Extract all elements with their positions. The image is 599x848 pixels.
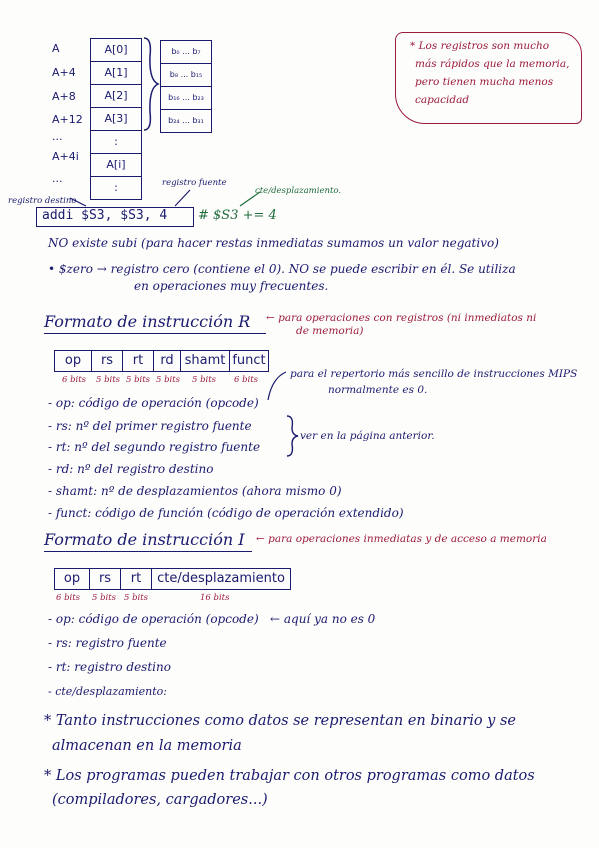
title-underline xyxy=(44,551,252,552)
bits-label: 5 bits xyxy=(192,375,217,385)
address-label: A xyxy=(52,42,60,55)
brace-note: ver en la página anterior. xyxy=(300,430,435,442)
field-funct: funct xyxy=(232,353,266,368)
field-rd: rd xyxy=(154,351,181,371)
memory-cell: A[0] xyxy=(91,39,141,62)
address-label: ... xyxy=(52,172,63,185)
memory-cell: : xyxy=(114,181,118,194)
field-rt: rt xyxy=(123,351,154,371)
formato-r-side-note: normalmente es 0. xyxy=(328,384,428,396)
formato-r-fields xyxy=(54,350,269,372)
footer-line: * Tanto instrucciones como datos se representan en binario y se xyxy=(44,713,517,729)
list-item: - cte/desplazamiento: xyxy=(48,685,167,698)
list-item: - rt: registro destino xyxy=(48,660,171,674)
bits-label: 6 bits xyxy=(62,375,87,385)
label-cte-desplazamiento: cte/desplazamiento. xyxy=(255,186,342,196)
formato-r-note: ← para operaciones con registros (ni inmediatos ni xyxy=(266,312,537,324)
address-label: A+8 xyxy=(52,90,76,103)
label-registro-destino: registro destino xyxy=(8,196,77,206)
bits-label: 6 bits xyxy=(56,593,81,603)
field-shamt: shamt xyxy=(181,351,230,371)
list-item: - op: código de operación (opcode) xyxy=(48,396,259,410)
addi-instruction: addi $S3, $S3, 4 xyxy=(42,208,168,223)
list-item: - rs: registro fuente xyxy=(48,636,167,650)
list-item: - shamt: nº de desplazamientos (ahora mismo 0) xyxy=(48,484,342,498)
field-op: op xyxy=(55,351,92,371)
memory-table xyxy=(90,38,142,200)
bits-label: 5 bits xyxy=(124,593,149,603)
memory-cell: : xyxy=(91,131,141,154)
footer-line: * Los programas pueden trabajar con otros programas como datos xyxy=(44,768,535,784)
field-cte-desplazamiento: cte/desplazamiento xyxy=(157,571,285,586)
list-item: - rd: nº del registro destino xyxy=(48,462,214,476)
address-label: ... xyxy=(52,130,63,143)
field-rs: rs xyxy=(92,351,123,371)
field-rs: rs xyxy=(90,569,121,589)
memory-cell: A[i] xyxy=(91,154,141,177)
bits-cell: b₈ ... b₁₅ xyxy=(161,64,211,87)
bits-label: 5 bits xyxy=(92,593,117,603)
arrow-icon xyxy=(262,368,292,408)
list-item: - funct: código de función (código de operación extendido) xyxy=(48,506,404,520)
address-label: A+4 xyxy=(52,66,76,79)
zero-line: en operaciones muy frecuentes. xyxy=(134,279,329,293)
brace-icon xyxy=(140,36,162,132)
formato-i-fields xyxy=(54,568,291,590)
list-item: - rs: nº del primer registro fuente xyxy=(48,419,252,433)
list-item: - op: código de operación (opcode) xyxy=(48,612,259,626)
memory-cell: A[2] xyxy=(91,85,141,108)
bits-label: 5 bits xyxy=(96,375,121,385)
bits-cell: b₀ ... b₇ xyxy=(161,41,211,64)
formato-i-note: ← para operaciones inmediatas y de acceso a memoria xyxy=(256,533,547,545)
op-note: ← aquí ya no es 0 xyxy=(270,612,376,626)
formato-r-side-note: para el repertorio más sencillo de instrucciones MIPS xyxy=(290,368,578,380)
list-item: - rt: nº del segundo registro fuente xyxy=(48,440,261,454)
title-underline xyxy=(44,333,266,334)
note-line: * Los registros son mucho xyxy=(410,40,550,52)
note-line: más rápidos que la memoria, xyxy=(415,58,570,70)
memory-cell: A[1] xyxy=(91,62,141,85)
bits-label: 5 bits xyxy=(156,375,181,385)
address-label: A+4i xyxy=(52,150,79,163)
bits-cell: b₂₄ ... b₃₁ xyxy=(168,116,204,125)
zero-line: • $zero → registro cero (contiene el 0). NO se puede escribir en él. Se utiliza xyxy=(48,262,516,276)
label-registro-fuente: registro fuente xyxy=(162,178,227,188)
brace-icon xyxy=(284,414,300,458)
footer-line: (compiladores, cargadores...) xyxy=(52,792,268,808)
bits-label: 16 bits xyxy=(200,593,230,603)
footer-line: almacenan en la memoria xyxy=(52,738,242,754)
no-subi-line: NO existe subi (para hacer restas inmediatas sumamos un valor negativo) xyxy=(48,236,499,250)
field-op: op xyxy=(55,569,90,589)
address-label: A+12 xyxy=(52,113,83,126)
formato-r-note: de memoria) xyxy=(296,325,364,337)
bits-label: 6 bits xyxy=(234,375,259,385)
formato-i-title: Formato de instrucción I xyxy=(44,530,245,549)
bits-label: 5 bits xyxy=(126,375,151,385)
bits-cell: b₁₆ ... b₂₃ xyxy=(161,87,211,110)
memory-cell: A[3] xyxy=(91,108,141,131)
addi-comment: # $S3 += 4 xyxy=(198,208,277,223)
note-line: pero tienen mucha menos xyxy=(415,76,554,88)
field-rt: rt xyxy=(121,569,152,589)
bits-table xyxy=(160,40,212,133)
formato-r-title: Formato de instrucción R xyxy=(44,312,251,331)
note-line: capacidad xyxy=(415,94,470,106)
